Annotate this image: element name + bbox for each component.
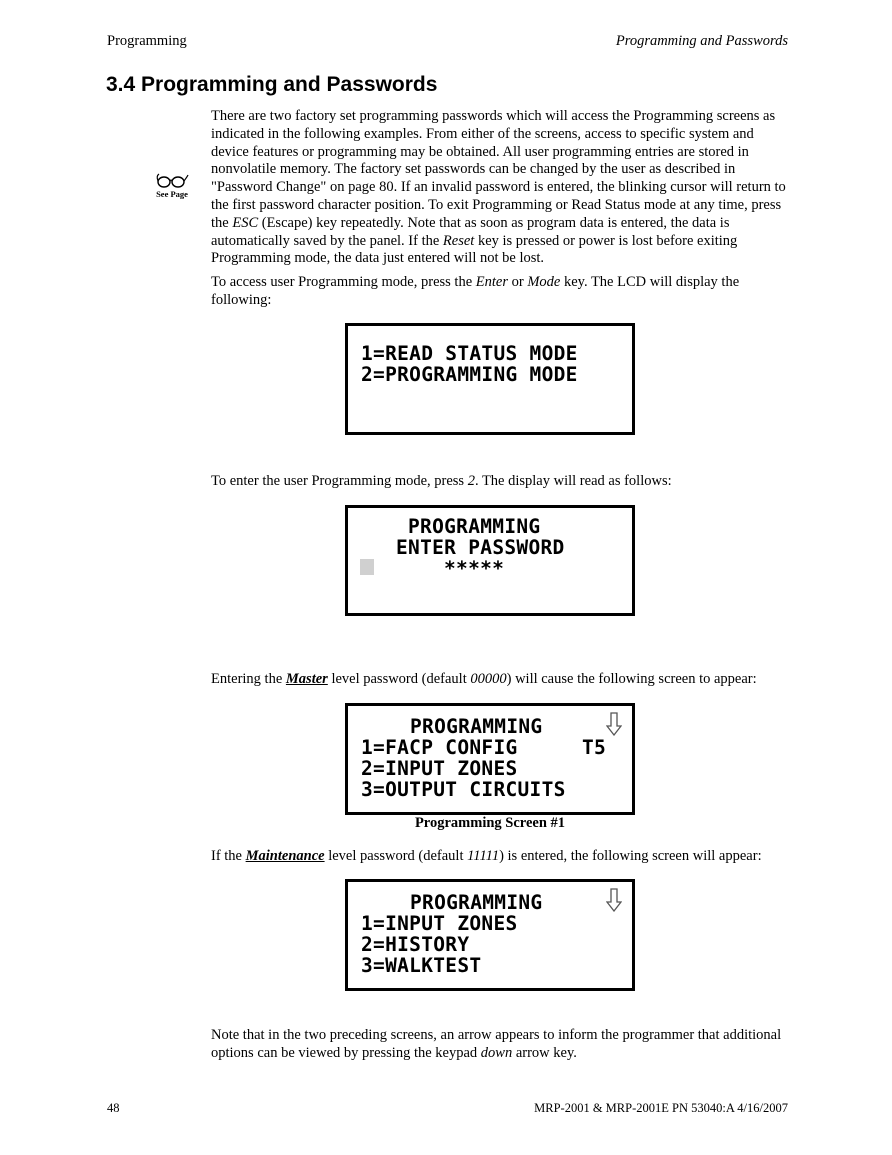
esc-key-text: ESC — [232, 214, 259, 231]
lcd-password-screen — [345, 505, 635, 616]
lcd-maintenance-screen — [345, 879, 635, 991]
see-page-marker — [152, 172, 192, 199]
down-arrow-icon — [606, 888, 622, 912]
maintenance-level-text: Maintenance — [245, 848, 325, 864]
master-default-text: 00000 — [470, 671, 507, 687]
master-password-paragraph: Entering the Master level password (default 00000) will cause the following screen to appear: — [211, 671, 757, 687]
see-page-label: See Page — [156, 189, 188, 199]
lcd-line-suffix: T5 — [582, 736, 607, 759]
blinking-cursor — [360, 559, 374, 575]
lcd-line: 2=PROGRAMMING MODE — [361, 363, 578, 386]
master-level-text: Master — [285, 671, 328, 687]
lcd-line: PROGRAMMING — [408, 515, 541, 538]
key-2-text: 2 — [467, 473, 475, 489]
section-title: 3.4 Programming and Passwords — [106, 73, 438, 96]
figure-caption: Programming Screen #1 — [414, 815, 566, 831]
down-arrow-icon — [606, 712, 622, 736]
password-mask: ***** — [444, 557, 505, 580]
lcd-line: ENTER PASSWORD — [396, 536, 565, 559]
lcd-line: 3=WALKTEST — [361, 954, 482, 977]
enter-programming-paragraph: To enter the user Programming mode, press 2. The display will read as follows: — [211, 473, 672, 489]
lcd-line: 1=READ STATUS MODE — [361, 342, 578, 365]
lcd-read-status-screen — [345, 323, 635, 435]
access-paragraph: To access user Programming mode, press the Enter or Mode key. The LCD will display the following: — [211, 274, 740, 308]
lcd-line: 1=FACP CONFIG — [361, 736, 518, 759]
note-paragraph: Note that in the two preceding screens, an arrow appears to inform the programmer that additional options can be viewed by pressing the keypad down arrow key. — [211, 1027, 782, 1061]
lcd-programming-screen-1 — [345, 703, 635, 815]
intro-paragraph: There are two factory set programming passwords which will access the Programming screens as indicated in the following examples. From either of the screens, access to specific system and device features or programming may be obtained. All user programming entries are stored in nonvolatile memory. The factory set passwords can be changed by the user as described in "Password Change" on page 80. If an invalid password is entered, the blinking cursor will return to the first password character position. To exit Programming or Read Status mode at any time, press the ESC (Escape) key repeatedly. Note that as soon as program data is entered, the data is automatically saved by the panel. If the Reset key is pressed or power is lost before exiting Programming mode, the data just entered will not be lost. — [211, 108, 786, 267]
maintenance-default-text: 11111 — [467, 848, 500, 864]
reset-key-text: Reset — [442, 232, 475, 249]
lcd-line: 1=INPUT ZONES — [361, 912, 518, 935]
running-header-left: Programming — [107, 33, 187, 49]
running-header-right: Programming and Passwords — [615, 33, 788, 49]
maintenance-password-paragraph: If the Maintenance level password (default 11111) is entered, the following screen will appear: — [211, 848, 762, 864]
lcd-line: PROGRAMMING — [410, 891, 543, 914]
mode-key-text: Mode — [527, 274, 561, 290]
lcd-line: 3=OUTPUT CIRCUITS — [361, 778, 566, 801]
page-number: 48 — [107, 1101, 120, 1115]
document-reference: MRP-2001 & MRP-2001E PN 53040:A 4/16/2007 — [534, 1101, 788, 1115]
lcd-line: PROGRAMMING — [410, 715, 543, 738]
eyeglasses-icon — [155, 172, 189, 190]
lcd-line: 2=INPUT ZONES — [361, 757, 518, 780]
enter-key-text: Enter — [475, 274, 508, 290]
down-key-text: down — [480, 1044, 513, 1061]
lcd-line: 2=HISTORY — [361, 933, 470, 956]
